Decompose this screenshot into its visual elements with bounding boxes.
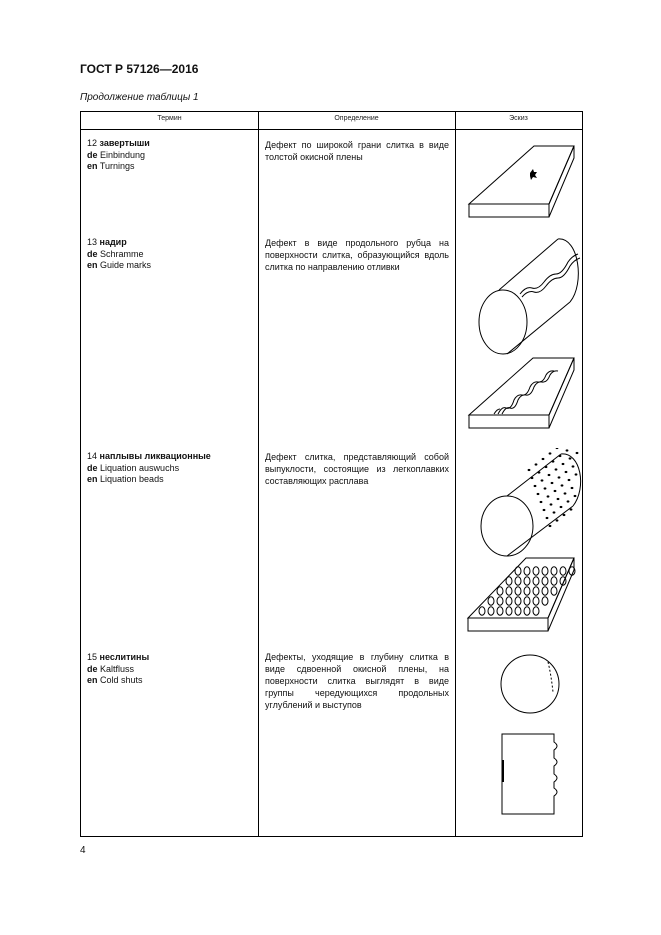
definition-cell: Дефект слитка, представляющий собой выпуклости, состоящие из легкоплавких составляющих расплава (265, 452, 449, 486)
page-number: 4 (80, 845, 86, 856)
column-divider (258, 112, 259, 836)
column-header-term: Термин (157, 115, 182, 122)
slab-liquation-beads-sketch (466, 556, 578, 638)
definition-cell: Дефекты, уходящие в глубину слитка в виде сдвоенной окисной плены, на поверхности слитка выглядят в виде группы чередующихся продольных углублений и выступов (265, 652, 449, 710)
term-cell: 13 надир de Schramme en Guide marks (87, 237, 152, 270)
column-header-sketch: Эскиз (509, 115, 528, 122)
slab-guide-marks-sketch (466, 354, 578, 434)
section-cold-shuts-sketch (498, 730, 562, 820)
header-divider (81, 129, 582, 130)
table-caption: Продолжение таблицы 1 (80, 92, 199, 103)
term-name: наплывы ликвационные (99, 451, 211, 461)
term-name: неслитины (99, 652, 150, 662)
term-cell: 15 неслитины de Kaltfluss en Cold shuts (87, 652, 150, 685)
column-header-definition: Определение (334, 115, 379, 122)
cylinder-liquation-beads-sketch (477, 448, 587, 564)
term-name: завертыши (99, 138, 150, 148)
round-cold-shuts-sketch (498, 652, 562, 716)
terms-table (80, 111, 583, 837)
definition-cell: Дефект по широкой грани слитка в виде толстой окисной плены (265, 140, 449, 162)
slab-turnings-sketch (466, 136, 576, 222)
cylinder-guide-marks-sketch (473, 234, 585, 359)
term-name: надир (99, 237, 127, 247)
definition-cell: Дефект в виде продольного рубца на поверхности слитка, образующийся вдоль слитка по направлению отливки (265, 238, 449, 272)
term-cell: 12 завертыши de Einbindung en Turnings (87, 138, 150, 171)
column-divider (455, 112, 456, 836)
term-cell: 14 наплывы ликвационные de Liquation auswuchs en Liquation beads (87, 451, 211, 484)
standard-title: ГОСТ Р 57126—2016 (80, 62, 199, 76)
